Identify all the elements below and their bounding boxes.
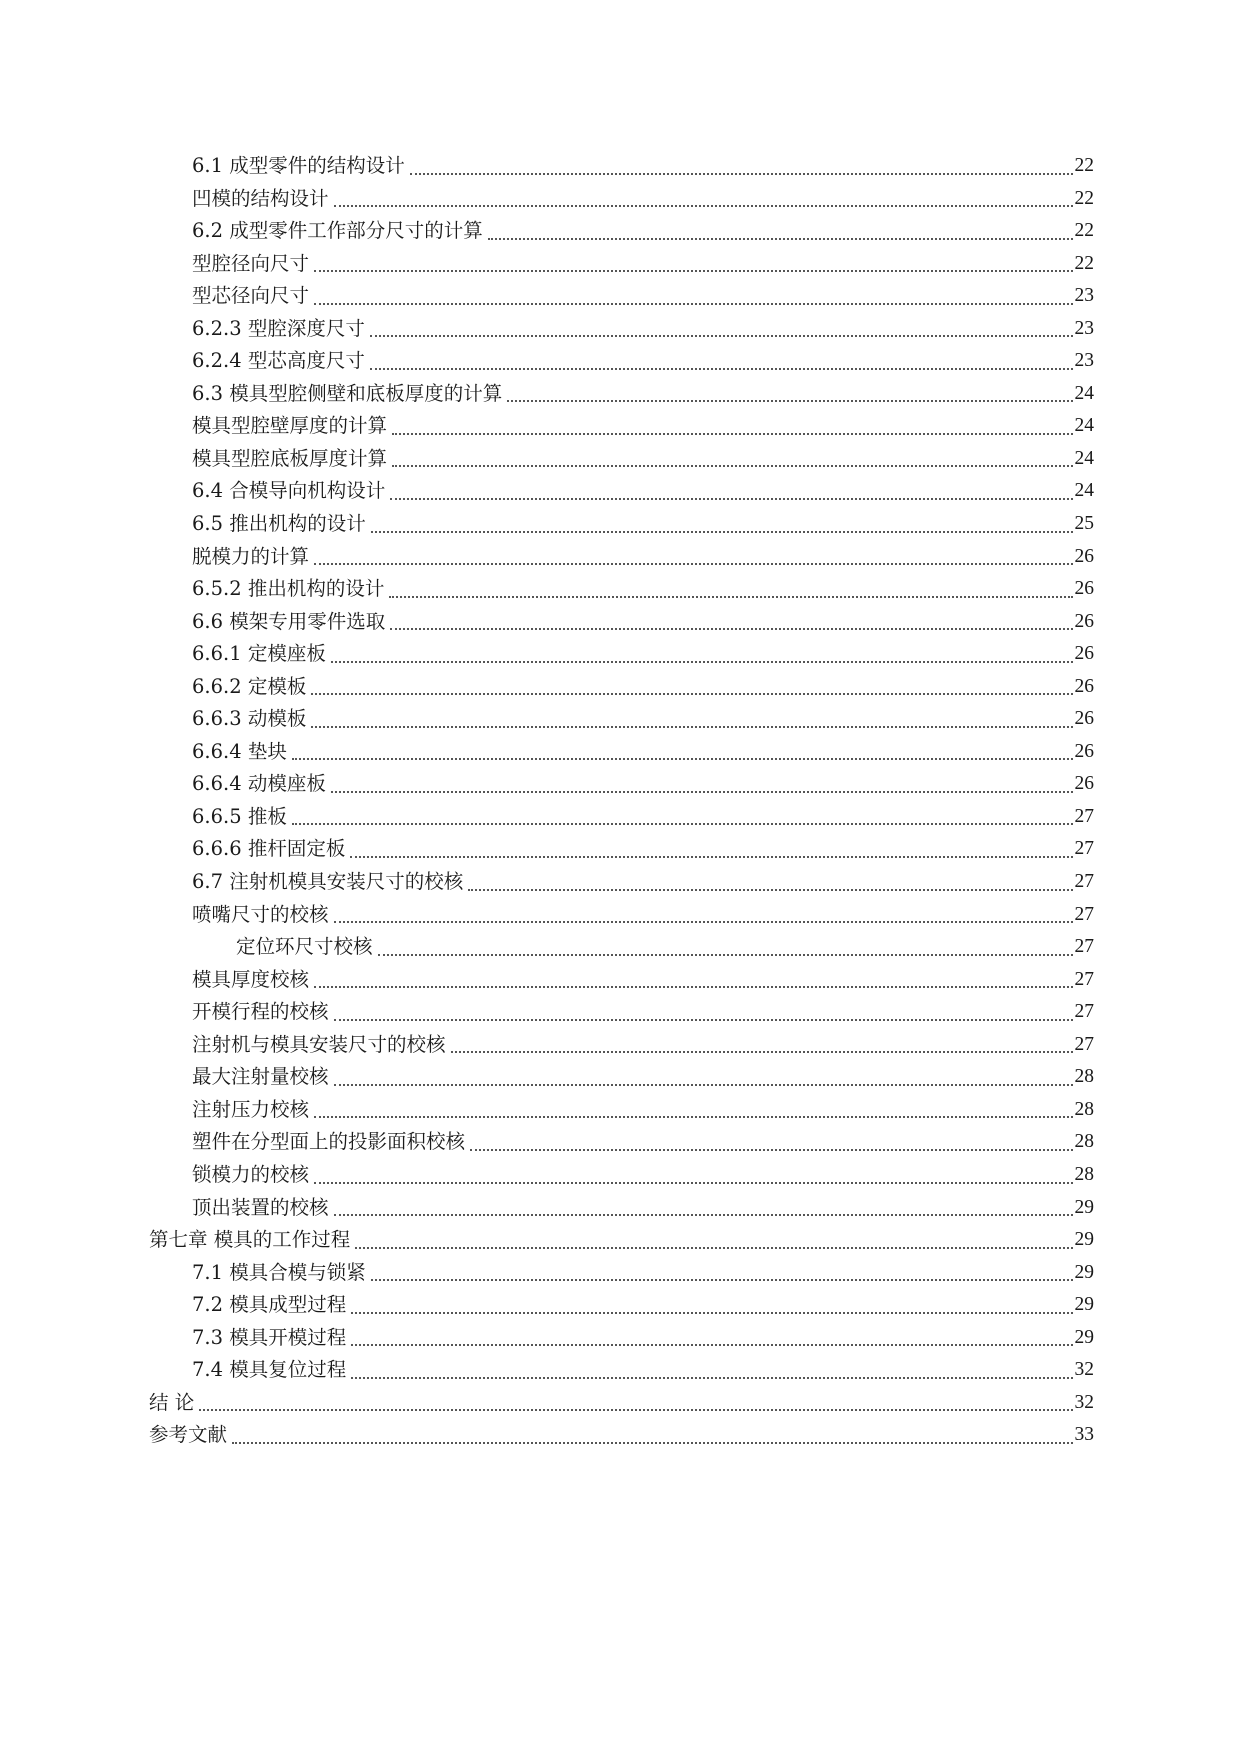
toc-entry-title: 7.3 模具开模过程 [192,1325,347,1349]
toc-dot-leader [350,856,1072,858]
toc-entry-page-number: 27 [1074,871,1094,893]
toc-entry[interactable] [149,345,1094,378]
toc-dot-leader [371,1279,1073,1281]
toc-entry[interactable] [149,573,1094,606]
toc-entry-title: 6.3 模具型腔侧壁和底板厚度的计算 [192,381,503,405]
toc-entry-title: 凹模的结构设计 [192,186,329,210]
toc-entry-page-number: 27 [1074,903,1094,925]
toc-entry[interactable] [149,1289,1094,1322]
toc-entry-page-number: 22 [1074,187,1094,209]
toc-entry-page-number: 24 [1074,415,1094,437]
toc-entry-page-number: 29 [1074,1294,1094,1316]
toc-dot-leader [392,433,1072,435]
toc-dot-leader [378,954,1073,956]
toc-entry-title: 定位环尺寸校核 [236,935,373,959]
toc-dot-leader [331,791,1073,793]
toc-entry-page-number: 26 [1074,740,1094,762]
toc-entry[interactable] [149,606,1094,639]
toc-entry-title: 7.1 模具合模与锁紧 [192,1260,366,1284]
toc-entry-page-number: 23 [1074,285,1094,307]
toc-entry-title: 开模行程的校核 [192,1000,329,1024]
toc-entry-page-number: 29 [1074,1196,1094,1218]
table-of-contents [149,150,1094,1452]
toc-entry[interactable] [149,215,1094,248]
toc-entry-title: 6.6.4 动模座板 [192,772,326,796]
toc-dot-leader [351,1344,1072,1346]
toc-entry[interactable] [149,1257,1094,1290]
toc-entry-page-number: 32 [1074,1359,1094,1381]
toc-entry[interactable] [149,183,1094,216]
toc-entry-page-number: 23 [1074,317,1094,339]
toc-entry-title: 6.6.3 动模板 [192,707,307,731]
toc-entry-title: 6.1 成型零件的结构设计 [192,154,405,177]
toc-entry-title: 6.5 推出机构的设计 [192,512,366,536]
toc-dot-leader [390,498,1072,500]
toc-entry-title: 锁模力的校核 [192,1162,310,1186]
toc-entry-title: 6.6.6 推杆固定板 [192,837,346,861]
toc-entry[interactable] [149,1322,1094,1355]
toc-dot-leader [351,1377,1072,1379]
toc-entry-page-number: 29 [1074,1326,1094,1348]
toc-entry-title: 6.2 成型零件工作部分尺寸的计算 [192,219,483,243]
toc-entry-title: 最大注射量校核 [192,1065,329,1089]
toc-entry[interactable] [149,410,1094,443]
toc-entry-title: 模具型腔底板厚度计算 [192,446,388,470]
toc-entry-title: 6.6.5 推板 [192,804,287,828]
toc-dot-leader [468,889,1072,891]
toc-entry-title: 第七章 模具的工作过程 [149,1228,351,1252]
toc-dot-leader [314,270,1072,272]
toc-entry-page-number: 27 [1074,805,1094,827]
toc-entry-title: 6.6.4 垫块 [192,739,287,763]
toc-entry-page-number: 22 [1074,155,1094,176]
toc-dot-leader [314,986,1072,988]
toc-entry-page-number: 29 [1074,1229,1094,1251]
toc-dot-leader [392,465,1072,467]
toc-dot-leader [314,1182,1072,1184]
toc-dot-leader [334,1019,1073,1021]
toc-entry-page-number: 23 [1074,350,1094,372]
toc-entry-page-number: 28 [1074,1066,1094,1088]
toc-entry-title: 6.2.4 型芯高度尺寸 [192,349,365,373]
toc-dot-leader [292,758,1073,760]
toc-entry[interactable] [149,1061,1094,1094]
toc-entry[interactable] [149,1094,1094,1127]
toc-entry-title: 模具型腔壁厚度的计算 [192,414,388,438]
toc-entry[interactable] [149,964,1094,997]
toc-entry-page-number: 27 [1074,1001,1094,1023]
toc-entry[interactable] [149,1419,1094,1452]
toc-entry-page-number: 27 [1074,838,1094,860]
toc-dot-leader [232,1442,1072,1444]
toc-dot-leader [389,596,1072,598]
toc-entry-page-number: 24 [1074,480,1094,502]
toc-entry-page-number: 29 [1074,1261,1094,1283]
toc-entry-page-number: 26 [1074,708,1094,730]
toc-entry-title: 型芯径向尺寸 [192,284,310,308]
toc-entry-page-number: 22 [1074,252,1094,274]
toc-dot-leader [355,1247,1072,1249]
toc-entry[interactable] [149,996,1094,1029]
toc-entry[interactable] [149,1354,1094,1387]
toc-dot-leader [314,1116,1072,1118]
toc-dot-leader [451,1051,1073,1053]
toc-entry-title: 塑件在分型面上的投影面积校核 [192,1130,466,1154]
toc-entry-page-number: 32 [1074,1391,1094,1413]
toc-dot-leader [488,238,1073,240]
toc-entry-page-number: 28 [1074,1098,1094,1120]
toc-entry[interactable] [149,248,1094,281]
toc-entry-title: 6.4 合模导向机构设计 [192,479,386,503]
toc-entry-title: 6.5.2 推出机构的设计 [192,577,385,601]
toc-dot-leader [470,1149,1072,1151]
toc-entry-title: 喷嘴尺寸的校核 [192,902,329,926]
toc-entry[interactable] [149,1029,1094,1062]
toc-entry-page-number: 26 [1074,643,1094,665]
toc-dot-leader [311,726,1072,728]
toc-dot-leader [314,303,1072,305]
toc-dot-leader [371,531,1073,533]
toc-dot-leader [334,1214,1073,1216]
toc-entry[interactable] [149,313,1094,346]
toc-entry[interactable] [149,1192,1094,1225]
toc-entry[interactable] [149,1224,1094,1257]
toc-entry-page-number: 26 [1074,610,1094,632]
toc-dot-leader [292,823,1073,825]
toc-entry-page-number: 24 [1074,447,1094,469]
toc-dot-leader [334,921,1073,923]
toc-entry-title: 7.2 模具成型过程 [192,1293,347,1317]
toc-entry-title: 注射压力校核 [192,1097,310,1121]
toc-entry-title: 注射机与模具安装尺寸的校核 [192,1032,446,1056]
toc-entry[interactable] [149,280,1094,313]
toc-entry[interactable] [149,443,1094,476]
toc-entry[interactable] [149,671,1094,704]
toc-entry-page-number: 28 [1074,1163,1094,1185]
toc-entry-page-number: 27 [1074,968,1094,990]
toc-entry[interactable] [149,508,1094,541]
toc-entry[interactable] [149,1126,1094,1159]
toc-entry-page-number: 26 [1074,675,1094,697]
toc-entry-title: 结 论 [149,1390,195,1414]
toc-entry[interactable] [149,378,1094,411]
toc-dot-leader [370,335,1073,337]
toc-entry[interactable] [149,866,1094,899]
toc-entry-page-number: 26 [1074,773,1094,795]
toc-entry-page-number: 25 [1074,513,1094,535]
toc-entry[interactable] [149,833,1094,866]
toc-entry-page-number: 26 [1074,578,1094,600]
toc-dot-leader [334,1084,1073,1086]
toc-entry[interactable] [149,801,1094,834]
toc-entry[interactable] [149,541,1094,574]
toc-entry-title: 6.7 注射机模具安装尺寸的校核 [192,870,464,894]
toc-entry[interactable] [149,736,1094,769]
toc-dot-leader [334,205,1073,207]
toc-entry[interactable] [149,703,1094,736]
toc-dot-leader [199,1409,1072,1411]
toc-entry-page-number: 28 [1074,1131,1094,1153]
toc-entry-page-number: 24 [1074,382,1094,404]
toc-entry-title: 6.6.2 定模板 [192,674,307,698]
toc-entry[interactable] [149,1387,1094,1420]
toc-entry[interactable] [149,899,1094,932]
toc-entry[interactable] [149,638,1094,671]
toc-entry-page-number: 26 [1074,545,1094,567]
toc-entry[interactable] [149,1159,1094,1192]
toc-entry-title: 型腔径向尺寸 [192,251,310,275]
toc-entry[interactable] [149,150,1094,183]
toc-dot-leader [507,400,1072,402]
toc-dot-leader [351,1312,1072,1314]
toc-dot-leader [311,693,1072,695]
toc-entry-title: 6.6 模架专用零件选取 [192,609,386,633]
toc-entry-page-number: 22 [1074,220,1094,242]
toc-dot-leader [331,661,1073,663]
toc-entry[interactable] [149,768,1094,801]
toc-entry-title: 6.2.3 型腔深度尺寸 [192,316,365,340]
toc-dot-leader [390,628,1072,630]
toc-dot-leader [370,368,1073,370]
toc-dot-leader [410,173,1073,175]
toc-dot-leader [314,563,1072,565]
toc-entry-title: 参考文献 [149,1423,228,1447]
toc-entry-title: 顶出装置的校核 [192,1195,329,1219]
toc-entry-page-number: 27 [1074,936,1094,958]
toc-entry-page-number: 33 [1074,1424,1094,1446]
toc-entry[interactable] [149,931,1094,964]
toc-entry-title: 7.4 模具复位过程 [192,1358,347,1382]
toc-entry-title: 脱模力的计算 [192,544,310,568]
toc-entry-title: 6.6.1 定模座板 [192,642,326,666]
toc-entry-page-number: 27 [1074,1033,1094,1055]
toc-entry-title: 模具厚度校核 [192,967,310,991]
toc-entry[interactable] [149,475,1094,508]
